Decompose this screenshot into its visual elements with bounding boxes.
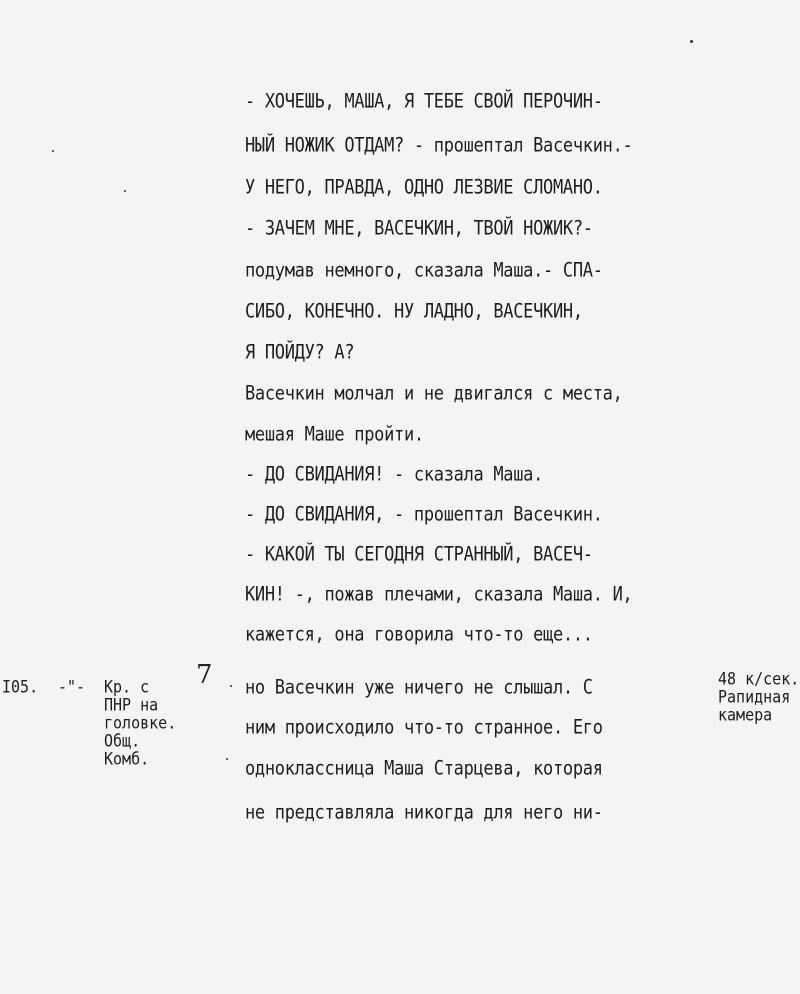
- script-line: - ДО СВИДАНИЯ! - сказала Маша.: [245, 463, 544, 486]
- camera-note-line: Рапидная: [718, 686, 791, 707]
- script-line: НЫЙ НОЖИК ОТДАМ? - прошептал Васечкин.-: [245, 134, 633, 157]
- paper-speck: [124, 190, 126, 192]
- script-line: подумав немного, сказала Маша.- СПА-: [245, 259, 603, 282]
- script-line: Васечкин молчал и не двигался с места,: [245, 382, 623, 405]
- shot-ditto: -"-: [58, 676, 86, 697]
- framing-line: ПНР на: [104, 694, 159, 715]
- script-line: У НЕГО, ПРАВДА, ОДНО ЛЕЗВИЕ СЛОМАНО.: [245, 176, 603, 199]
- camera-note-line: 48 к/сек.: [718, 668, 800, 689]
- paper-speck: [52, 150, 54, 152]
- script-line: одноклассница Маша Старцева, которая: [245, 757, 603, 780]
- paper-speck: [226, 758, 228, 760]
- script-line: - ДО СВИДАНИЯ, - прошептал Васечкин.: [245, 503, 603, 526]
- framing-line: головке.: [104, 712, 177, 733]
- paper-speck: [230, 685, 232, 687]
- script-line: - ХОЧЕШЬ, МАША, Я ТЕБЕ СВОЙ ПЕРОЧИН-: [245, 90, 603, 113]
- script-line: - ЗАЧЕМ МНЕ, ВАСЕЧКИН, ТВОЙ НОЖИК?-: [245, 217, 593, 240]
- script-line: но Васечкин уже ничего не слышал. С: [245, 676, 593, 699]
- shot-number: I05.: [2, 676, 39, 697]
- script-line: мешая Маше пройти.: [245, 423, 424, 446]
- framing-line: Кр. с: [104, 676, 150, 697]
- framing-line: Общ.: [104, 730, 141, 751]
- script-line: СИБО, КОНЕЧНО. НУ ЛАДНО, ВАСЕЧКИН,: [245, 300, 583, 323]
- framing-line: Комб.: [104, 748, 150, 769]
- handwritten-mark: 7: [196, 660, 213, 690]
- script-line: КИН! -, пожав плечами, сказала Маша. И,: [245, 583, 633, 606]
- script-line: Я ПОЙДУ? А?: [245, 341, 355, 364]
- script-line: кажется, она говорила что-то еще...: [245, 623, 593, 646]
- script-line: - КАКОЙ ТЫ СЕГОДНЯ СТРАННЫЙ, ВАСЕЧ-: [245, 543, 593, 566]
- script-line: ним происходило что-то странное. Его: [245, 716, 603, 739]
- script-line: не представляла никогда для него ни-: [245, 801, 603, 824]
- camera-note-line: камера: [718, 704, 773, 725]
- paper-speck: [690, 40, 693, 43]
